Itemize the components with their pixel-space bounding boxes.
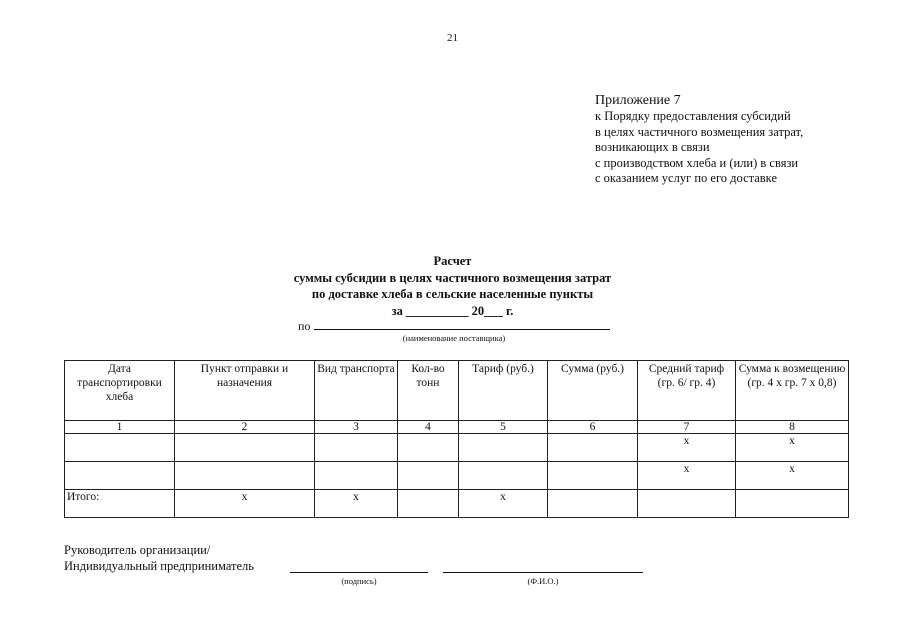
appendix-line: с производством хлеба и (или) в связи <box>595 155 799 170</box>
total-cell: х <box>175 490 315 518</box>
total-cell[interactable] <box>638 490 736 518</box>
supplier-prefix: по <box>298 319 311 333</box>
signature-field[interactable] <box>290 572 428 573</box>
table-row <box>65 434 849 462</box>
table-cell: х <box>736 434 849 462</box>
supplier-blank-field[interactable] <box>314 318 610 330</box>
table-cell[interactable] <box>398 434 459 462</box>
column-header: Сумма к возмещению (гр. 4 х гр. 7 х 0,8) <box>736 361 849 421</box>
table-cell[interactable] <box>315 434 398 462</box>
column-number: 4 <box>398 421 459 434</box>
appendix-line: возникающих в связи <box>595 140 710 154</box>
table-cell: х <box>736 462 849 490</box>
column-header: Пункт отправки и назначения <box>175 361 315 421</box>
appendix-title: Приложение 7 <box>595 93 681 108</box>
column-header: Дата транспортировки хлеба <box>65 361 175 421</box>
column-number: 1 <box>65 421 175 434</box>
table-cell[interactable] <box>65 462 175 490</box>
supplier-line <box>298 318 610 334</box>
title-period-line: за __________ 20___ г. <box>391 303 514 318</box>
total-cell[interactable] <box>736 490 849 518</box>
column-number: 8 <box>736 421 849 434</box>
table-cell[interactable] <box>315 462 398 490</box>
calculation-table <box>64 360 849 518</box>
column-header: Средний тариф (гр. 6/ гр. 4) <box>638 361 736 421</box>
table-cell[interactable] <box>459 434 548 462</box>
table-row <box>65 462 849 490</box>
table-cell: х <box>638 462 736 490</box>
total-cell[interactable] <box>398 490 459 518</box>
column-header: Сумма (руб.) <box>548 361 638 421</box>
column-number: 3 <box>315 421 398 434</box>
table-cell[interactable] <box>548 462 638 490</box>
column-number: 7 <box>638 421 736 434</box>
title-line: по доставке хлеба в сельские населенные пункты <box>311 287 594 301</box>
column-header: Тариф (руб.) <box>459 361 548 421</box>
appendix-line: в целях частичного возмещения затрат, <box>595 124 804 139</box>
column-header: Кол-во тонн <box>398 361 459 421</box>
total-cell[interactable] <box>548 490 638 518</box>
signatory-title-line2: Индивидуальный предприниматель <box>64 559 254 573</box>
table-cell[interactable] <box>175 462 315 490</box>
table-header-row <box>65 361 849 421</box>
table-cell[interactable] <box>175 434 315 462</box>
supplier-caption: (наименование поставщика) <box>402 333 506 343</box>
appendix-line: с оказанием услуг по его доставке <box>595 171 777 185</box>
table-cell[interactable] <box>65 434 175 462</box>
appendix-block <box>595 92 803 187</box>
full-name-field[interactable] <box>443 572 643 573</box>
total-cell: х <box>459 490 548 518</box>
document-title <box>0 253 905 319</box>
table-cell: х <box>638 434 736 462</box>
signatory-title-line1: Руководитель организации/ <box>64 543 211 557</box>
title-line: суммы субсидии в целях частичного возмещения затрат <box>293 270 612 285</box>
signature-block <box>64 542 254 574</box>
title-line: Расчет <box>433 254 472 268</box>
page-number: 21 <box>447 32 458 44</box>
full-name-caption: (Ф.И.О.) <box>527 576 559 586</box>
total-label: Итого: <box>65 490 175 518</box>
table-cell[interactable] <box>459 462 548 490</box>
column-number: 5 <box>459 421 548 434</box>
column-header: Вид транспорта <box>315 361 398 421</box>
column-number: 2 <box>175 421 315 434</box>
total-cell: х <box>315 490 398 518</box>
column-number: 6 <box>548 421 638 434</box>
column-number-row <box>65 421 849 434</box>
signature-caption: (подпись) <box>341 576 377 586</box>
table-cell[interactable] <box>398 462 459 490</box>
appendix-line: к Порядку предоставления субсидий <box>595 109 791 123</box>
total-row <box>65 490 849 518</box>
table-cell[interactable] <box>548 434 638 462</box>
